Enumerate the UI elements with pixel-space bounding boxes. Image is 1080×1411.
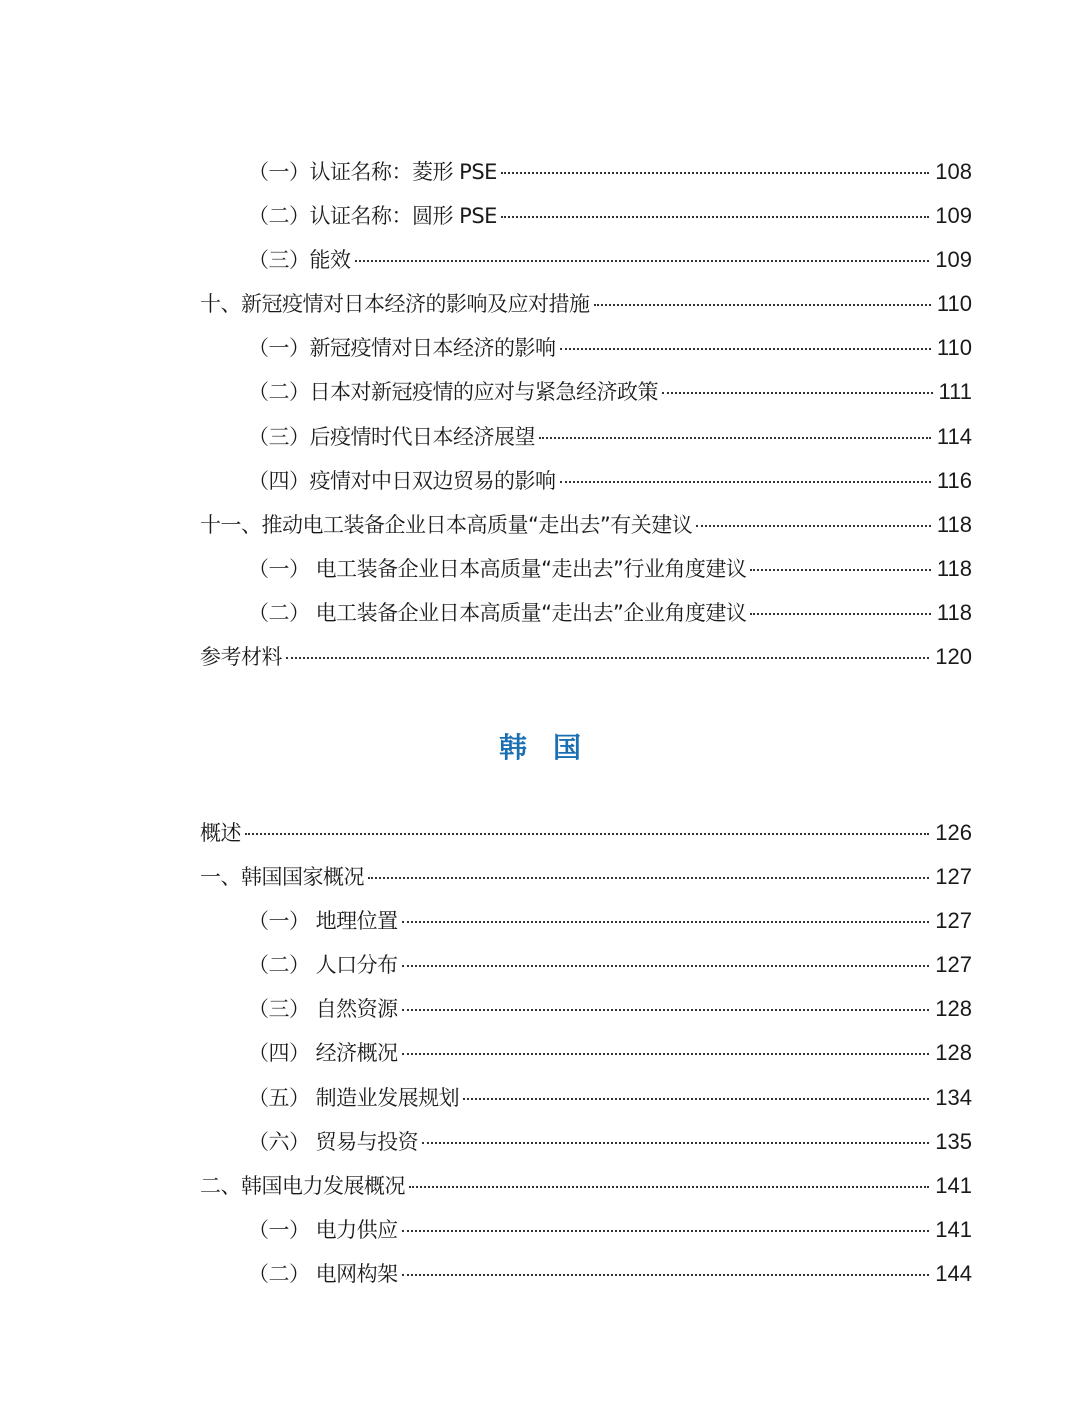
toc-entry-title: 参考材料 <box>200 645 282 670</box>
toc-korea-section <box>200 811 972 1296</box>
toc-entry[interactable] <box>200 635 972 679</box>
toc-entry-page: 116 <box>936 467 972 493</box>
toc-entry[interactable] <box>200 415 972 459</box>
dot-leader <box>245 833 929 835</box>
toc-entry-title: 十一、推动电工装备企业日本高质量“走出去”有关建议 <box>200 512 693 537</box>
dot-leader <box>355 260 930 262</box>
toc-entry-title: （四）疫情对中日双边贸易的影响 <box>248 468 556 493</box>
dot-leader <box>560 348 931 350</box>
dot-leader <box>409 1186 929 1188</box>
toc-entry-title: （二）日本对新冠疫情的应对与紧急经济政策 <box>248 380 658 405</box>
dot-leader <box>402 1053 930 1055</box>
toc-entry[interactable] <box>200 194 972 238</box>
toc-entry-title: （一）新冠疫情对日本经济的影响 <box>248 336 556 361</box>
toc-entry-page: 128 <box>935 1040 972 1066</box>
toc-entry-title: （二）认证名称：圆形 PSE <box>248 204 497 229</box>
toc-entry-title: （四） 经济概况 <box>248 1041 398 1066</box>
toc-entry[interactable] <box>200 811 972 855</box>
toc-entry[interactable] <box>200 150 972 194</box>
dot-leader <box>368 877 929 879</box>
toc-entry-page: 118 <box>936 555 972 581</box>
toc-entry-title: （二） 电工装备企业日本高质量“走出去”企业角度建议 <box>248 600 747 625</box>
toc-entry-title: （一） 地理位置 <box>248 909 398 934</box>
toc-entry-page: 127 <box>935 908 972 934</box>
toc-entry-page: 141 <box>935 1172 972 1198</box>
toc-entry[interactable] <box>200 503 972 547</box>
dot-leader <box>594 304 931 306</box>
toc-entry-page: 135 <box>935 1128 972 1154</box>
dot-leader <box>286 657 929 659</box>
toc-entry[interactable] <box>200 547 972 591</box>
dot-leader <box>750 613 930 615</box>
section-heading-korea: 韩国 <box>498 731 607 764</box>
dot-leader <box>662 392 933 394</box>
toc-entry-page: 127 <box>935 864 972 890</box>
toc-entry[interactable] <box>200 899 972 943</box>
toc-entry-page: 120 <box>935 644 972 670</box>
toc-entry-title: （六） 贸易与投资 <box>248 1129 419 1154</box>
toc-entry-title: （三） 自然资源 <box>248 997 398 1022</box>
toc-entry[interactable] <box>200 591 972 635</box>
toc-entry-title: 十、新冠疫情对日本经济的影响及应对措施 <box>200 292 590 317</box>
toc-entry[interactable] <box>200 943 972 987</box>
toc-entry-page: 128 <box>935 996 972 1022</box>
toc-entry-title: （二） 人口分布 <box>248 953 398 978</box>
toc-entry[interactable] <box>200 987 972 1031</box>
dot-leader <box>463 1098 929 1100</box>
toc-entry-title: （二） 电网构架 <box>248 1261 398 1286</box>
toc-entry-title: （一）认证名称：菱形 PSE <box>248 160 497 184</box>
toc-entry-title: （一） 电力供应 <box>248 1217 398 1242</box>
toc-entry[interactable] <box>200 855 972 899</box>
toc-entry-page: 141 <box>935 1216 972 1242</box>
toc-entry[interactable] <box>200 370 972 414</box>
dot-leader <box>402 1009 930 1011</box>
toc-entry-page: 118 <box>936 599 972 625</box>
toc-entry-title: （五） 制造业发展规划 <box>248 1085 460 1110</box>
toc-entry-page: 111 <box>938 379 972 405</box>
toc-entry-page: 134 <box>935 1084 972 1110</box>
toc-entry[interactable] <box>200 282 972 326</box>
toc-entry-page: 109 <box>935 203 972 229</box>
toc-entry-page: 126 <box>935 820 972 845</box>
toc-entry[interactable] <box>200 1164 972 1208</box>
toc-entry[interactable] <box>200 1120 972 1164</box>
toc-entry[interactable] <box>200 459 972 503</box>
toc-entry-page: 109 <box>935 247 972 273</box>
toc-entry[interactable] <box>200 1252 972 1296</box>
dot-leader <box>402 1230 930 1232</box>
dot-leader <box>750 569 930 571</box>
toc-entry[interactable] <box>200 1208 972 1252</box>
toc-entry-title: 一、韩国国家概况 <box>200 865 364 890</box>
toc-entry[interactable] <box>200 1076 972 1120</box>
toc-entry-title: （三）后疫情时代日本经济展望 <box>248 424 535 449</box>
toc-entry-page: 110 <box>936 335 972 361</box>
toc-entry-page: 144 <box>935 1260 972 1286</box>
dot-leader <box>501 216 929 218</box>
dot-leader <box>402 1274 930 1276</box>
toc-entry[interactable] <box>200 326 972 370</box>
dot-leader <box>402 965 930 967</box>
toc-entry-page: 114 <box>936 423 972 449</box>
toc-entry-title: 概述 <box>200 821 241 845</box>
dot-leader <box>539 437 931 439</box>
toc-entry[interactable] <box>200 1031 972 1075</box>
dot-leader <box>501 172 929 174</box>
dot-leader <box>696 525 931 527</box>
toc-entry-page: 118 <box>936 511 972 537</box>
toc-entry-title: 二、韩国电力发展概况 <box>200 1173 405 1198</box>
toc-entry-page: 110 <box>936 291 972 317</box>
toc-japan-section <box>200 150 972 679</box>
toc-entry-title: （一） 电工装备企业日本高质量“走出去”行业角度建议 <box>248 556 747 581</box>
dot-leader <box>422 1142 929 1144</box>
toc-entry[interactable] <box>200 238 972 282</box>
toc-entry-title: （三）能效 <box>248 248 351 273</box>
toc-entry-page: 127 <box>935 952 972 978</box>
dot-leader <box>402 921 930 923</box>
toc-entry-page: 108 <box>935 159 972 184</box>
dot-leader <box>560 481 931 483</box>
